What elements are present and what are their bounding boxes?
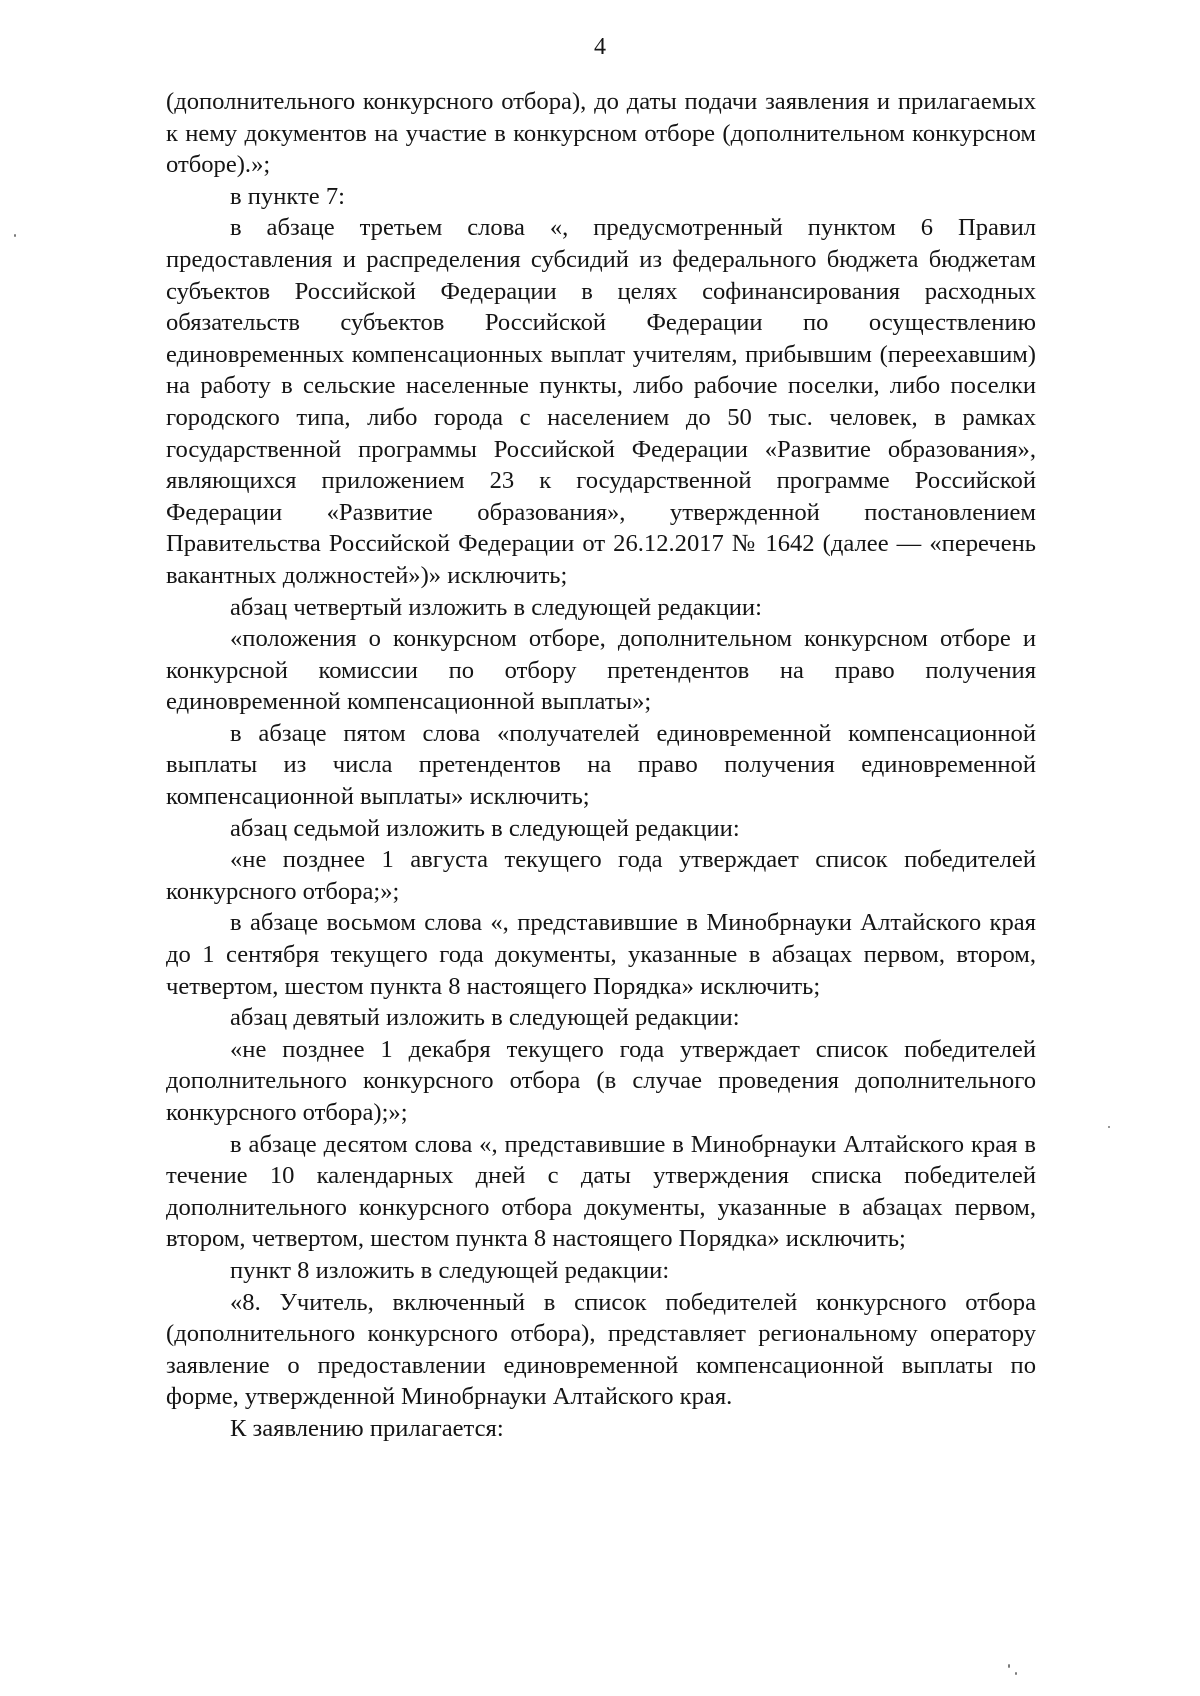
paragraph-tenth-abzac: в абзаце десятом слова «, представившие в Минобрнауки Алтайского края в течение 10 календарных дней с даты утверждения списка победителей дополнительного конкурсного отбора документы, указанные в абзацах первом, втором, четвертом, шестом пункта 8 настоящего Порядка» исключить; — [166, 1130, 1036, 1253]
paragraph-attachments-intro: К заявлению прилагается: — [230, 1414, 504, 1442]
paragraph-fourth-abzac-text: «положения о конкурсном отборе, дополнительном конкурсном отборе и конкурсной комиссии по отбору претендентов на право получения единовременной компенсационной выплаты»; — [166, 625, 1036, 716]
scan-speck — [14, 234, 16, 237]
paragraph-point-8-text: «8. Учитель, включенный в список победителей конкурсного отбора (дополнительного конкурсного отбора), представляет региональному оператору заявление о предоставлении единовременной компенсационной выплаты по форме, утвержденной Минобрнауки Алтайского края. — [166, 1288, 1036, 1411]
paragraph-seventh-abzac-text: «не позднее 1 августа текущего года утверждает список победителей конкурсного отбора;»; — [166, 846, 1036, 905]
paragraph-continuation: (дополнительного конкурсного отбора), до даты подачи заявления и прилагаемых к нему документов на участие в конкурсном отборе (дополнительном конкурсном отборе).»; — [166, 88, 1036, 179]
paragraph-third-abzac: в абзаце третьем слова «, предусмотренный пунктом 6 Правил предоставления и распределения субсидий из федерального бюджета бюджетам субъектов Российской Федерации в целях софинансирования расходных обязательств субъектов Российской Федерации по осуществлению единовременных компенсационных выплат учителям, прибывшим (переехавшим) на работу в сельские населенные пункты, либо рабочие поселки, либо поселки городского типа, либо города с населением до 50 тыс. человек, в рамках государственной программы Российской Федерации «Развитие образования», являющихся приложением 23 к государственной программе Российской Федерации «Развитие образования», утвержденной постановлением Правительства Российской Федерации от 26.12.2017 № 1642 (далее — «перечень вакантных должностей»)» исключить; — [166, 214, 1036, 589]
paragraph-point-7-heading: в пункте 7: — [230, 182, 345, 210]
page-number: 4 — [594, 34, 606, 60]
paragraph-point-8-heading: пункт 8 изложить в следующей редакции: — [230, 1256, 670, 1284]
scan-speck — [1008, 1664, 1010, 1668]
paragraph-eighth-abzac: в абзаце восьмом слова «, представившие в Минобрнауки Алтайского края до 1 сентября текущего года документы, указанные в абзацах первом, втором, четвертом, шестом пункта 8 настоящего Порядка» исключить; — [166, 909, 1036, 1000]
paragraph-ninth-abzac-text: «не позднее 1 декабря текущего года утверждает список победителей дополнительного конкурсного отбора (в случае проведения дополнительного конкурсного отбора);»; — [166, 1035, 1036, 1126]
paragraph-seventh-abzac-heading: абзац седьмой изложить в следующей редакции: — [230, 814, 740, 842]
scan-speck — [1108, 1126, 1110, 1128]
paragraph-ninth-abzac-heading: абзац девятый изложить в следующей редакции: — [230, 1004, 740, 1032]
paragraph-fourth-abzac-heading: абзац четвертый изложить в следующей редакции: — [230, 593, 762, 621]
document-body — [166, 86, 1036, 1445]
paragraph-fifth-abzac: в абзаце пятом слова «получателей единовременной компенсационной выплаты из числа претендентов на право получения единовременной компенсационной выплаты» исключить; — [166, 719, 1036, 811]
scan-speck — [1015, 1672, 1017, 1675]
